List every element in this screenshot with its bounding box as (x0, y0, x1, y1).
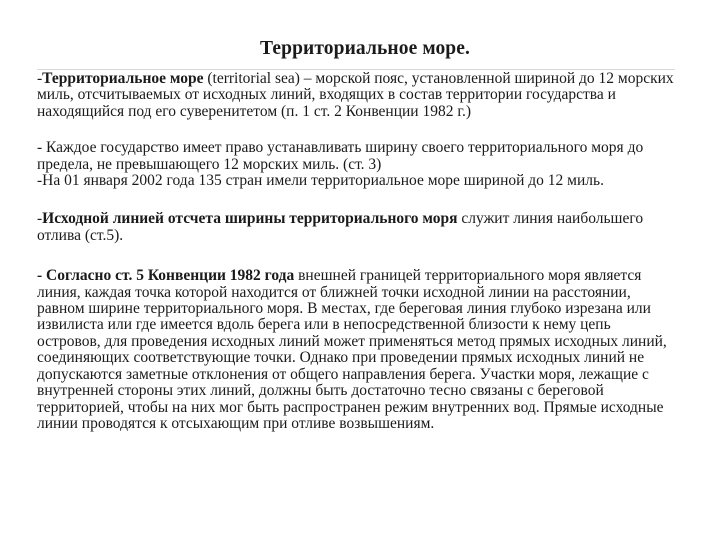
paragraph-baseline (37, 211, 677, 244)
paragraph-definition (37, 71, 677, 120)
paragraph-width-right: - Каждое государство имеет право устанавливать ширину своего территориального моря до предела, не превышающего 12 морских миль. (ст. 3) (37, 139, 644, 173)
paragraph-statistics: -На 01 января 2002 года 135 стран имели территориальное море шириной до 12 миль. (37, 172, 604, 190)
term-territorial-sea: Территориальное море (42, 70, 204, 87)
slide-body (37, 71, 677, 432)
term-baseline: Исходной линией отсчета ширины территориального моря (42, 210, 458, 228)
baseline-text: служит линия наибольшего отлива (ст.5). (37, 210, 644, 244)
article-5-text: внешней границей территориального моря является линия, каждая точка которой находится от ближней точки исходной линии на расстоянии, равном ширине территориального моря. В местах, где береговая линия глубоко изрезана или извилиста или где имеется вдоль берега или в непосредственной близости к нему цепь островов, для проведения исходных линий может применяться метод прямых исходных линий, соединяющих соответствующие точки. Однако при проведении прямых исходных линий не допускаются заметные отклонения от общего направления берега. Участки моря, лежащие с внутренней стороны этих линий, должны быть достаточно тесно связаны с береговой территорией, чтобы на них мог быть распространен режим внутренних вод. Прямые исходные линии проводятся к отсыхающим при отливе возвышениям. (37, 267, 667, 432)
term-article-5: - Согласно ст. 5 Конвенции 1982 года (37, 267, 295, 285)
paragraph-prefix: - (37, 70, 43, 87)
paragraph-article-5 (37, 268, 677, 432)
definition-text: (territorial sea) – морской пояс, установленной шириной до 12 морских миль, отсчитываемых от исходных линий, входящих в состав территории государства и находящийся под его суверенитетом (п. 1 ст. 2 Конвенции 1982 г.) (37, 70, 674, 120)
page-title: Территориальное море. (260, 38, 470, 59)
paragraph-prefix: - (37, 210, 43, 228)
